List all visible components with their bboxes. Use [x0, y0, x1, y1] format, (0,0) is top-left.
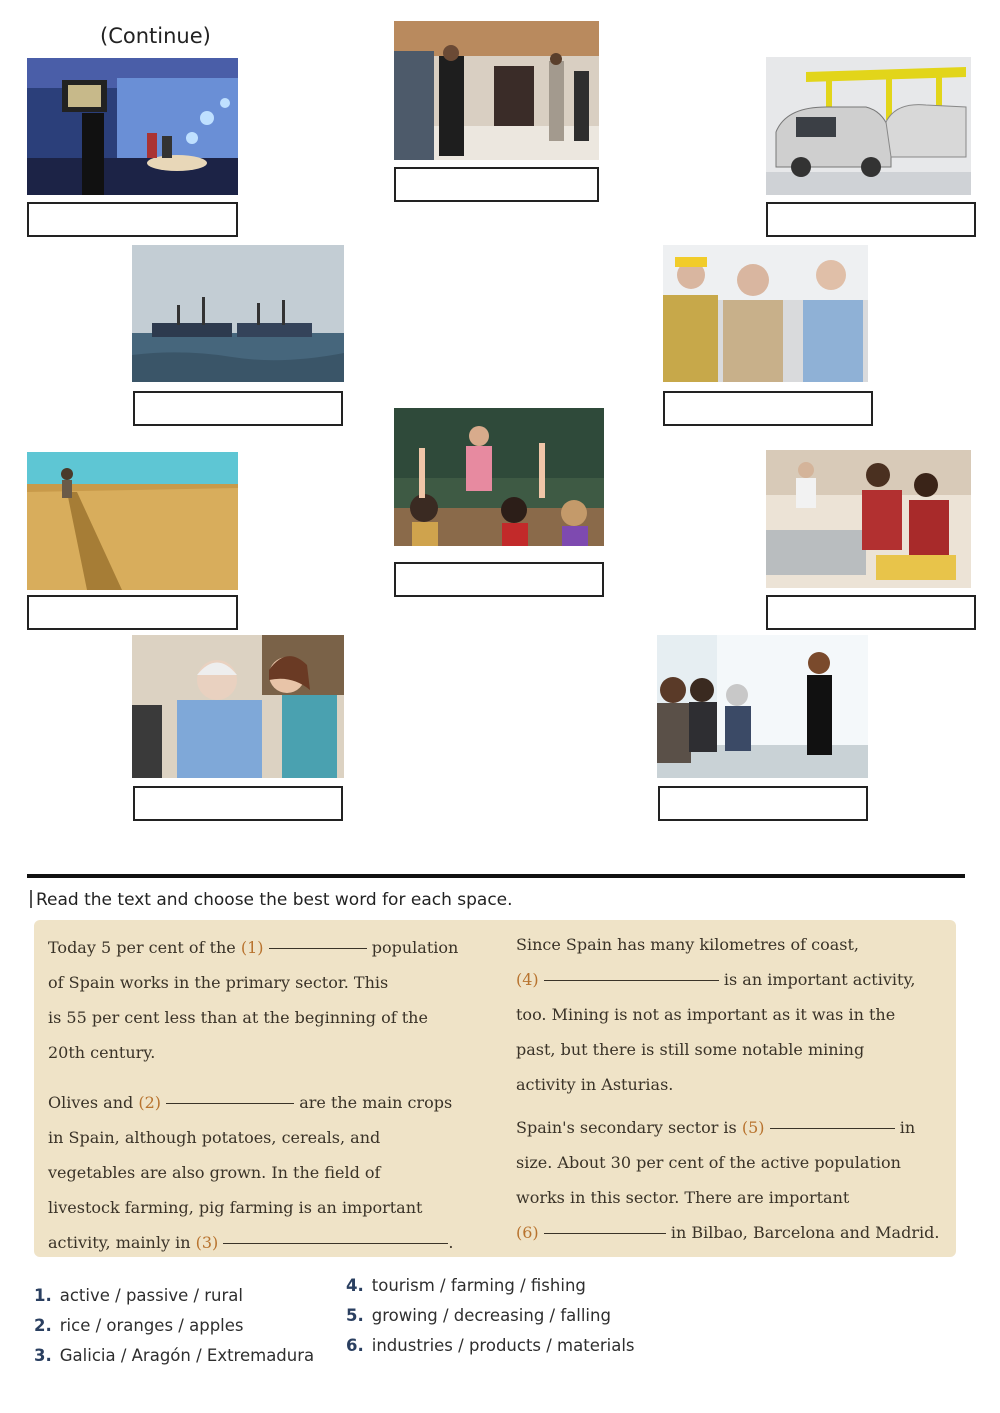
text-fragment: Spain's secondary sector is [516, 1118, 737, 1137]
option-number: 6. [346, 1336, 364, 1355]
option-4[interactable] [346, 1271, 635, 1301]
option-1[interactable] [34, 1281, 314, 1311]
answer-box-wheat-field[interactable] [27, 595, 238, 630]
fishing-boats-image [132, 245, 344, 382]
blank-4[interactable] [544, 979, 719, 981]
section-divider [27, 874, 965, 878]
text-fragment: is an important activity, [723, 970, 916, 989]
option-text: Galicia / Aragón / Extremadura [59, 1346, 315, 1365]
options-column-2 [346, 1271, 635, 1361]
text-line: vegetables are also grown. In the field of [48, 1163, 381, 1182]
clothes-shop-image [394, 21, 599, 160]
answer-box-emergency-workers[interactable] [663, 391, 873, 426]
answer-box-teacher-class[interactable] [394, 562, 604, 597]
blank-5[interactable] [770, 1127, 895, 1129]
exercise-instruction [30, 890, 513, 910]
text-line: too. Mining is not as important as it was in the [516, 1005, 896, 1024]
option-text: rice / oranges / apples [59, 1316, 244, 1335]
option-6[interactable] [346, 1331, 635, 1361]
option-5[interactable] [346, 1301, 635, 1331]
business-meeting-image [657, 635, 868, 778]
blank-3[interactable] [223, 1242, 448, 1244]
gap-number-2: (2) [138, 1093, 162, 1112]
option-3[interactable] [34, 1341, 314, 1371]
text-line: livestock farming, pig farming is an important [48, 1198, 423, 1217]
option-text: tourism / farming / fishing [371, 1276, 586, 1295]
text-line: works in this sector. There are important [516, 1188, 850, 1207]
option-number: 3. [34, 1346, 52, 1365]
blank-2[interactable] [166, 1102, 294, 1104]
tv-studio-image [27, 58, 238, 195]
text-line: size. About 30 per cent of the active population [516, 1153, 901, 1172]
text-line: Since Spain has many kilometres of coast, [516, 935, 859, 954]
answer-box-car-factory[interactable] [766, 202, 976, 237]
answer-box-clothes-shop[interactable] [394, 167, 599, 202]
options-column-1 [34, 1281, 314, 1371]
answer-box-carer-elderly[interactable] [133, 786, 343, 821]
blank-6[interactable] [544, 1232, 666, 1234]
paragraph-crops [48, 1085, 453, 1260]
car-factory-image [766, 57, 971, 195]
answer-box-tv-studio[interactable] [27, 202, 238, 237]
gap-number-3: (3) [195, 1233, 219, 1252]
textile-workers-image [766, 450, 971, 588]
text-fragment: Today 5 per cent of the [48, 938, 236, 957]
paragraph-secondary-sector [516, 1110, 939, 1250]
text-line: is 55 per cent less than at the beginning of the [48, 1008, 428, 1027]
text-line: in Spain, although potatoes, cereals, and [48, 1128, 381, 1147]
option-text: industries / products / materials [371, 1336, 635, 1355]
blank-1[interactable] [269, 947, 367, 949]
answer-box-fishing-boats[interactable] [133, 391, 343, 426]
gap-number-4: (4) [516, 970, 539, 989]
option-number: 1. [34, 1286, 52, 1305]
text-line: past, but there is still some notable mining [516, 1040, 865, 1059]
text-fragment: population [371, 938, 459, 957]
text-line: 20th century. [48, 1043, 156, 1062]
option-number: 2. [34, 1316, 52, 1335]
option-number: 5. [346, 1306, 364, 1325]
paragraph-fishing-mining [516, 927, 915, 1102]
answer-box-textile-workers[interactable] [766, 595, 976, 630]
wheat-field-image [27, 452, 238, 590]
text-fragment: Olives and [48, 1093, 134, 1112]
answer-box-business-meeting[interactable] [658, 786, 868, 821]
carer-elderly-image [132, 635, 344, 778]
text-fragment: in [899, 1118, 916, 1137]
instruction-text: Read the text and choose the best word for each space. [36, 890, 513, 910]
text-fragment: in Bilbao, Barcelona and Madrid. [670, 1223, 940, 1242]
paragraph-primary-sector [48, 930, 458, 1070]
option-number: 4. [346, 1276, 364, 1295]
text-line: activity in Asturias. [516, 1075, 674, 1094]
option-text: growing / decreasing / falling [371, 1306, 611, 1325]
gap-number-6: (6) [516, 1223, 539, 1242]
emergency-workers-image [663, 245, 868, 382]
gap-number-1: (1) [240, 938, 264, 957]
option-2[interactable] [34, 1311, 314, 1341]
teacher-class-image [394, 408, 604, 546]
text-fragment: . [448, 1233, 454, 1252]
text-line: of Spain works in the primary sector. This [48, 973, 389, 992]
option-text: active / passive / rural [59, 1286, 243, 1305]
continue-label: (Continue) [100, 24, 211, 48]
text-fragment: are the main crops [299, 1093, 453, 1112]
gap-number-5: (5) [741, 1118, 765, 1137]
text-fragment: activity, mainly in [48, 1233, 191, 1252]
